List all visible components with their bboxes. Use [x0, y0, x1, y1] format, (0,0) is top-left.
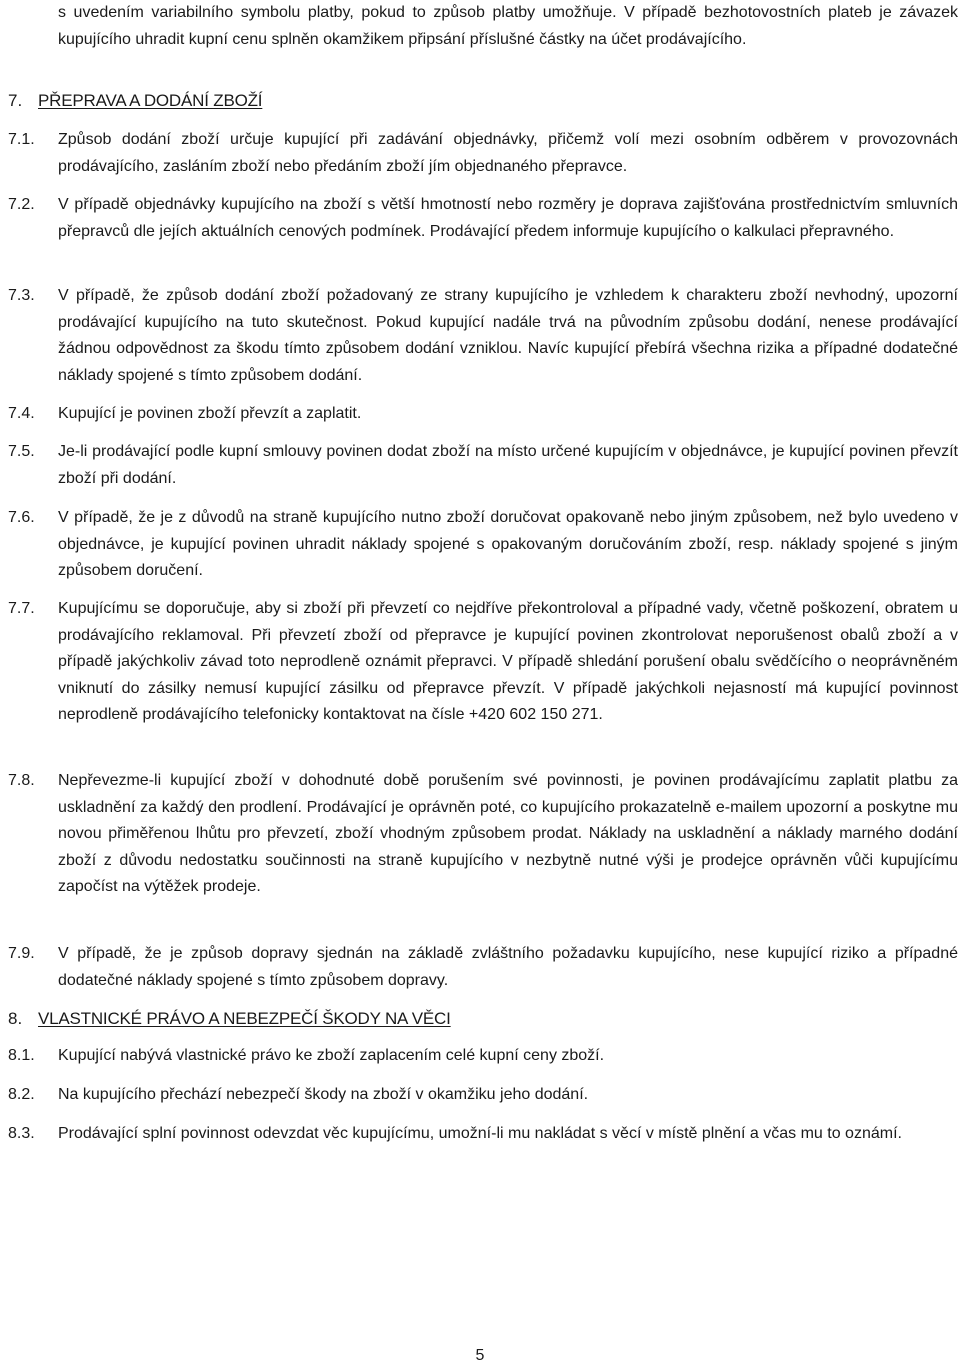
clause-text: V případě, že způsob dodání zboží požadovaný ze strany kupujícího je vzhledem k charakteru zboží nevhodný, upozorní prodávající kupujícího na tuto skutečnost. Pokud kupující nadále trvá na původním způsobu dodání, nenese prodávající žádnou odpovědnost za škodu tímto způsobem dodání vzniklou. Navíc kupující přebírá všechna rizika a případné dodatečné náklady spojené s tímto způsobem dodání. [58, 287, 958, 384]
clause-text: V případě, že je z důvodů na straně kupujícího nutno zboží doručovat opakovaně nebo jiným způsobem, než bylo uvedeno v objednávce, je kupující povinen uhradit náklady spojené s opakovaným doručováním zboží, resp. náklady spojené s jiným způsobem doručení. [58, 509, 958, 579]
intro-paragraph: s uvedením variabilního symbolu platby, pokud to způsob platby umožňuje. V případě bezhotovostních plateb je závazek kupujícího uhradit kupní cenu splněn okamžikem připsání příslušné částky na účet prodávajícího. [58, 4, 958, 48]
clause-number: 8.3. [8, 1125, 35, 1142]
clause-number: 7.9. [8, 945, 35, 962]
clause-text: V případě objednávky kupujícího na zboží s větší hmotností nebo rozměry je doprava zajišťována prostřednictvím smluvních přepravců dle jejích aktuálních cenových podmínek. Prodávající předem informuje kupujícího o kalkulaci přepravného. [58, 196, 958, 240]
clause-number: 7.2. [8, 196, 35, 213]
clause-number: 7.1. [8, 131, 35, 148]
clause-text: Kupující nabývá vlastnické právo ke zboží zaplacením celé kupní ceny zboží. [58, 1047, 605, 1064]
clause-text: Prodávající splní povinnost odevzdat věc kupujícímu, umožní-li mu nakládat s věcí v místě plnění a včas mu to oznámí. [58, 1125, 902, 1142]
clause-text: Na kupujícího přechází nebezpečí škody na zboží v okamžiku jeho dodání. [58, 1086, 589, 1103]
section-number: 8. [8, 1009, 23, 1028]
clause-text: Kupující je povinen zboží převzít a zaplatit. [58, 405, 362, 422]
clause-text: Kupujícímu se doporučuje, aby si zboží při převzetí co nejdříve překontroloval a případné vady, včetně poškození, obratem u prodávajícího reklamoval. Při převzetí zboží od přepravce je kupující povinen zkontrolovat neporušenost obalů zboží a v případě jakýchkoliv závad toto neprodleně oznámit přepravci. V případě shledání porušení obalu svědčícího o neoprávněném vniknutí do zásilky nemusí kupující zásilku od přepravce převzít. V případě jakýchkoli nejasností má kupující povinnost neprodleně prodávajícího telefonicky kontaktovat na čísle +420 602 150 271. [58, 600, 958, 723]
clause-number: 7.6. [8, 509, 35, 526]
clause-number: 7.4. [8, 405, 35, 422]
clause-number: 8.1. [8, 1047, 35, 1064]
clause-number: 7.5. [8, 443, 35, 460]
section-8-heading [0, 1006, 960, 1032]
clause-text: V případě, že je způsob dopravy sjednán na základě zvláštního požadavku kupujícího, nese kupující riziko a případné dodatečné náklady spojené s tímto způsobem dopravy. [58, 945, 958, 989]
clause-number: 7.7. [8, 600, 35, 617]
section-title: PŘEPRAVA A DODÁNÍ ZBOŽÍ [38, 91, 263, 110]
clause-text: Způsob dodání zboží určuje kupující při zadávání objednávky, přičemž volí mezi osobním odběrem v provozovnách prodávajícího, zasláním zboží nebo předáním zboží jím objednaného přepravce. [58, 131, 958, 175]
section-number: 7. [8, 91, 23, 110]
clause-text: Je-li prodávající podle kupní smlouvy povinen dodat zboží na místo určené kupujícím v objednávce, je kupující povinen převzít zboží při dodání. [58, 443, 958, 487]
clause-number: 7.8. [8, 772, 35, 789]
clause-text: Nepřevezme-li kupující zboží v dohodnuté době porušením své povinnosti, je povinen prodávajícímu zaplatit platbu za uskladnění za každý den prodlení. Prodávající je oprávněn poté, co kupujícího prokazatelně e-mailem upozorní a poskytne mu novou přiměřenou lhůtu pro převzetí, zboží vhodným způsobem prodat. Náklady na uskladnění a náklady marného dodání zboží z důvodu nedostatku součinnosti na straně kupujícího v nezbytně nutné výši je prodejce oprávněn vůči kupujícímu započíst na výtěžek prodeje. [58, 772, 958, 895]
clause-number: 7.3. [8, 287, 35, 304]
section-7-heading [0, 88, 960, 114]
section-title: VLASTNICKÉ PRÁVO A NEBEZPEČÍ ŠKODY NA VĚCI [38, 1009, 451, 1028]
page-number: 5 [475, 1347, 485, 1364]
clause-number: 8.2. [8, 1086, 35, 1103]
